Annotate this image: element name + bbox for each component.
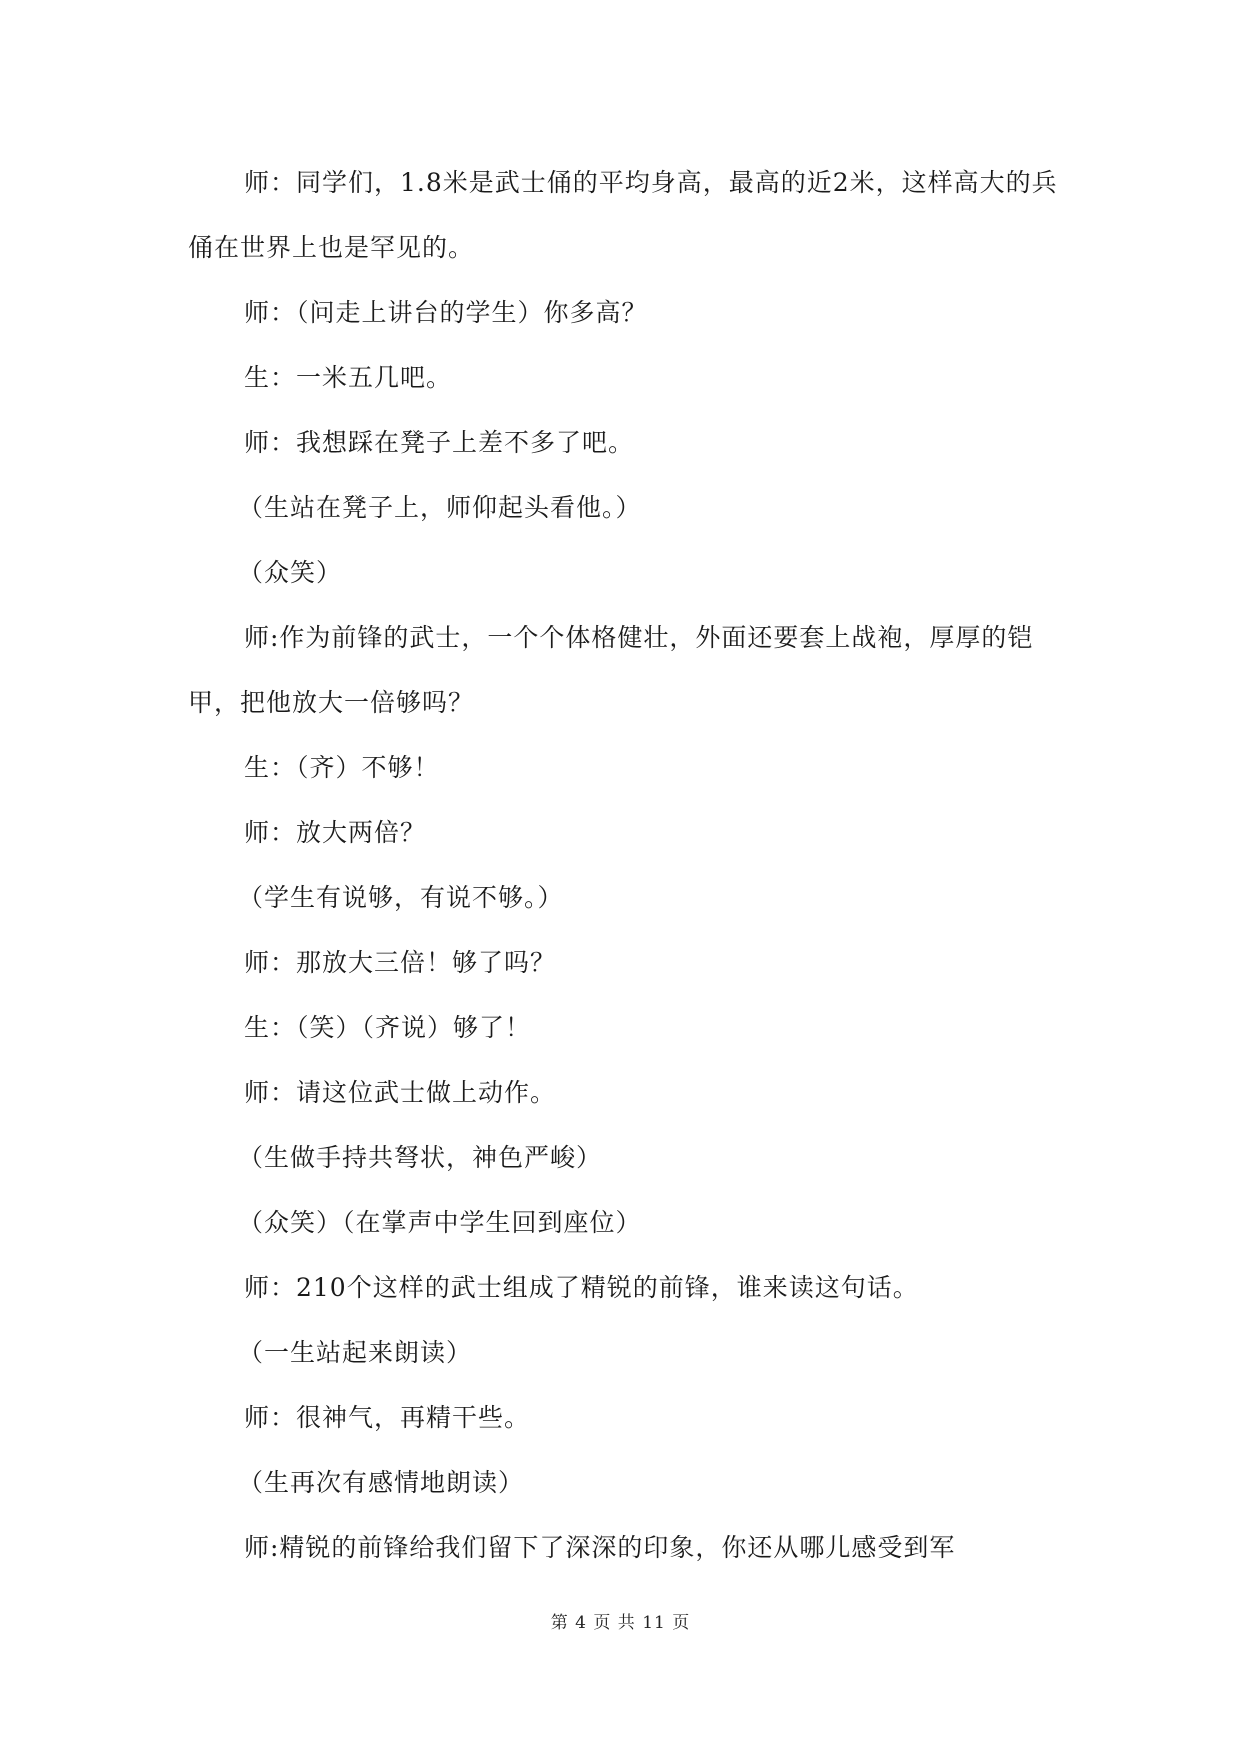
paragraph: 师：请这位武士做上动作。 bbox=[244, 1078, 557, 1107]
paragraph: （学生有说够，有说不够。） bbox=[238, 883, 564, 912]
paragraph: 师：我想踩在凳子上差不多了吧。 bbox=[244, 428, 635, 457]
paragraph: 师：那放大三倍！够了吗？ bbox=[244, 948, 557, 977]
paragraph: （生站在凳子上，师仰起头看他。） bbox=[238, 493, 642, 522]
paragraph: （众笑）（在掌声中学生回到座位） bbox=[238, 1208, 642, 1237]
paragraph: 师:精锐的前锋给我们留下了深深的印象，你还从哪儿感受到军 bbox=[244, 1533, 956, 1562]
paragraph: 师：同学们，1.8米是武士俑的平均身高，最高的近2米，这样高大的兵俑在世界上也是罕见的。 bbox=[188, 168, 1058, 262]
paragraph: 师：210个这样的武士组成了精锐的前锋，谁来读这句话。 bbox=[244, 1273, 919, 1302]
paragraph: （众笑） bbox=[238, 558, 343, 587]
paragraph: （生再次有感情地朗读） bbox=[238, 1468, 525, 1497]
paragraph: （生做手持共弩状，神色严峻） bbox=[238, 1143, 603, 1172]
paragraph: 师：（问走上讲台的学生）你多高？ bbox=[244, 298, 648, 327]
paragraph: 生：（笑）（齐说）够了！ bbox=[244, 1013, 532, 1042]
document-body bbox=[188, 150, 1058, 1580]
page-number-text: 第 4 页 共 11 页 bbox=[550, 1613, 691, 1633]
paragraph: 师:作为前锋的武士，一个个体格健壮，外面还要套上战袍，厚厚的铠甲，把他放大一倍够吗？ bbox=[188, 623, 1034, 717]
paragraph: 生：（齐）不够！ bbox=[244, 753, 440, 782]
paragraph: 师：放大两倍？ bbox=[244, 818, 427, 847]
paragraph: （一生站起来朗读） bbox=[238, 1338, 473, 1367]
paragraph: 师：很神气，再精干些。 bbox=[244, 1403, 531, 1432]
paragraph: 生：一米五几吧。 bbox=[244, 363, 453, 392]
page-footer bbox=[0, 1608, 1241, 1633]
